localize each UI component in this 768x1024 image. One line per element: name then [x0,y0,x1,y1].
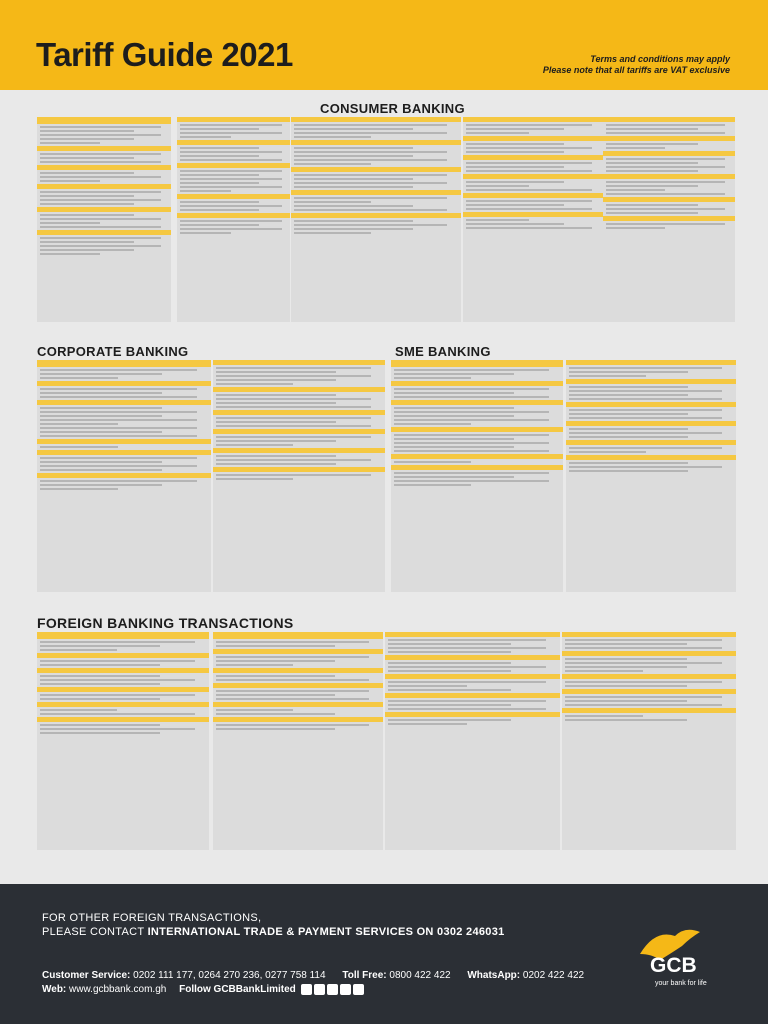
consumer-col-4 [463,117,603,322]
twitter-icon[interactable] [314,984,325,995]
follow-text: Follow GCBBankLimited [179,984,296,996]
foreign-col-3 [385,632,560,850]
foreign-col-2 [213,632,383,850]
itps-phone: INTERNATIONAL TRADE & PAYMENT SERVICES ON 0302 246031 [147,926,505,938]
sme-banking-title: SME BANKING [395,344,491,359]
foreign-col-4 [562,632,736,850]
tagline: your bank for life [655,980,707,987]
website-link[interactable]: www.gcbbank.com.gh [69,984,167,996]
toll-free-number: 0800 422 422 [389,970,451,981]
footer [0,884,768,1024]
instagram-icon[interactable] [353,984,364,995]
foreign-banking-title: FOREIGN BANKING TRANSACTIONS [37,615,294,631]
page-title: Tariff Guide 2021 [36,36,293,73]
web-and-social: Web: www.gcbbank.com.gh Follow GCBBankLimited [42,984,364,995]
contact-numbers: Customer Service: 0202 111 177, 0264 270 236, 0277 758 114 Toll Free: 0800 422 422 WhatsApp: 0202 422 422 [42,970,585,981]
terms-line-1: Terms and conditions may apply [590,54,730,64]
corporate-col-1 [37,360,211,592]
contact-line-1: FOR OTHER FOREIGN TRANSACTIONS, [42,912,262,924]
contact-line-2: PLEASE CONTACT INTERNATIONAL TRADE & PAYMENT SERVICES ON 0302 246031 [42,926,505,938]
gcb-logo: GCB [650,954,697,977]
terms-note [543,54,730,76]
corporate-col-2 [213,360,385,592]
sme-col-2 [566,360,736,592]
facebook-icon[interactable] [327,984,338,995]
consumer-col-5 [603,117,735,322]
consumer-col-3 [291,117,461,322]
foreign-col-1 [37,632,209,850]
corporate-banking-title: CORPORATE BANKING [37,344,189,359]
consumer-banking-title: CONSUMER BANKING [320,101,465,116]
consumer-col-2 [177,117,290,322]
linkedin-icon[interactable] [340,984,351,995]
consumer-col-1 [37,117,171,322]
terms-line-2: Please note that all tariffs are VAT exclusive [542,65,730,75]
header-banner [0,0,768,90]
whatsapp-number: 0202 422 422 [522,970,585,981]
sme-col-1 [391,360,563,592]
youtube-icon[interactable] [301,984,312,995]
customer-service-numbers: 0202 111 177, 0264 270 236, 0277 758 114 [133,970,326,981]
